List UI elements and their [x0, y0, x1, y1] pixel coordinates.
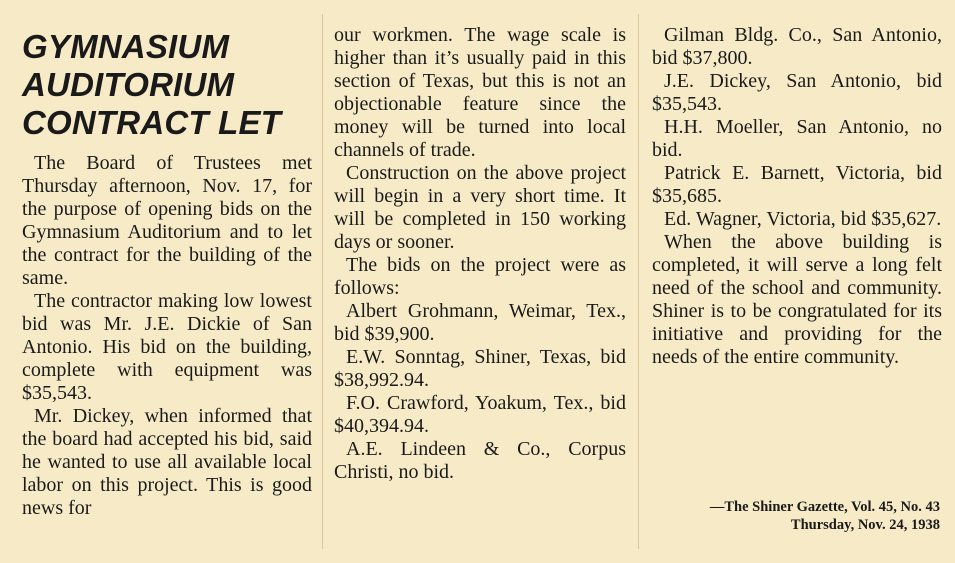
source-date: Thursday, Nov. 24, 1938	[790, 517, 940, 533]
bid-entry: J.E. Dickey, San Antonio, bid $35,543.	[652, 70, 942, 115]
source-citation	[652, 498, 940, 534]
paragraph: Mr. Dickey, when informed that the board had accepted his bid, said he wanted to use all available local labor on this project. This is good news for	[22, 405, 312, 519]
bid-entry: F.O. Crawford, Yoakum, Tex., bid $40,394.94.	[334, 392, 626, 437]
bid-entry: Albert Grohmann, Weimar, Tex., bid $39,900.	[334, 300, 626, 345]
headline-line: GYMNASIUM	[22, 28, 230, 65]
paragraph: our workmen. The wage scale is higher than it’s usually paid in this section of Texas, but this is not an objectionable feature since the money will be turned into local channels of trade.	[334, 24, 626, 161]
bid-entry: Gilman Bldg. Co., San Antonio, bid $37,800.	[652, 24, 942, 69]
bid-entry: H.H. Moeller, San Antonio, no bid.	[652, 116, 942, 161]
paragraph: Construction on the above project will begin in a very short time. It will be completed in 150 working days or sooner.	[334, 162, 626, 253]
column-2	[334, 24, 626, 484]
headline-line: AUDITORIUM	[22, 66, 235, 103]
bid-entry: Ed. Wagner, Victoria, bid $35,627.	[664, 208, 942, 230]
headline-line: CONTRACT LET	[22, 104, 282, 141]
source-line: —The Shiner Gazette, Vol. 45, No. 43	[709, 499, 940, 515]
column-3	[652, 24, 942, 369]
paragraph: When the above building is completed, it will serve a long felt need of the school and community. Shiner is to be congratulated for its initiative and providing for the needs of the entire community.	[652, 231, 942, 368]
headline	[22, 28, 312, 142]
paragraph: The bids on the project were as follows:	[334, 254, 626, 299]
column-1	[22, 24, 312, 520]
bid-entry: E.W. Sonntag, Shiner, Texas, bid $38,992.94.	[334, 346, 626, 391]
paragraph: The Board of Trustees met Thursday afternoon, Nov. 17, for the purpose of opening bids on the Gymnasium Auditorium and to let the contract for the building of the same.	[22, 152, 312, 289]
paragraph: The contractor making low lowest bid was Mr. J.E. Dickie of San Antonio. His bid on the building, complete with equipment was $35,543.	[22, 290, 312, 404]
column-divider	[638, 14, 639, 549]
bid-entry: A.E. Lindeen & Co., Corpus Christi, no bid.	[334, 438, 626, 483]
bid-entry: Patrick E. Barnett, Victoria, bid $35,685.	[652, 162, 942, 207]
column-divider	[322, 14, 323, 549]
